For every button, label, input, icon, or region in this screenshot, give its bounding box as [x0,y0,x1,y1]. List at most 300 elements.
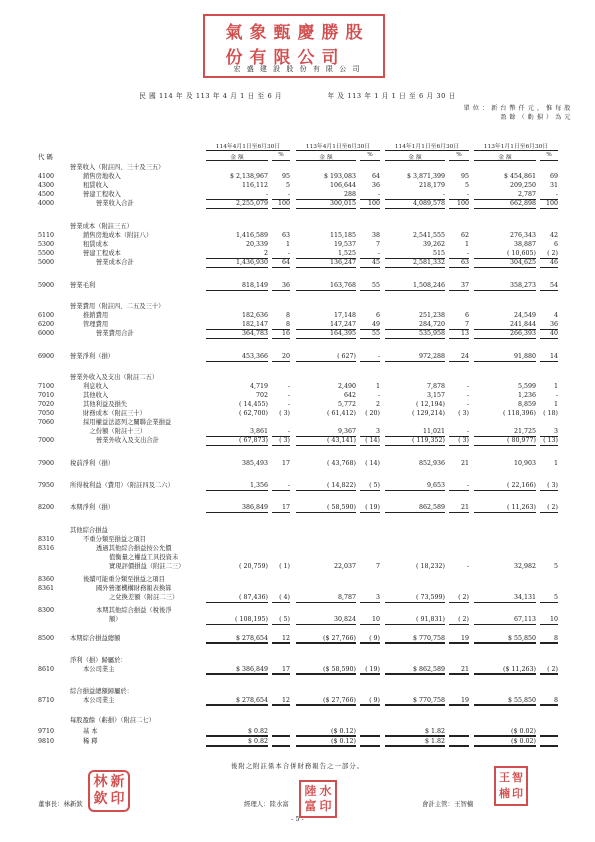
amount-cell: ( 20,759) [239,563,268,570]
row-label: 本期淨利（損） [70,504,115,511]
row-label: 本公司業主 [83,666,115,673]
row-code: 7950 [38,482,55,489]
table-row [0,615,595,624]
row-label: 租賃收入 [83,182,109,189]
manager-signature: 經理人：陸水富 [244,800,289,808]
amount-cell: $ 1.82 [385,737,445,747]
accountant-signature: 會計主管：王智楠 [422,800,474,808]
percent-cell: 36 [371,182,380,189]
row-label: 營業淨利（損） [70,353,115,360]
percent-cell: 21 [449,665,469,675]
manager-seal [299,780,337,818]
row-code: 6200 [38,321,55,328]
table-row [0,181,595,190]
row-label: 採用權益法認列之關聯企業損益 [83,419,172,426]
percent-cell: 7 [375,241,380,248]
percent-cell: 54 [540,281,558,291]
amount-cell: ( 627) [296,352,356,362]
percent-cell: 14 [540,352,558,362]
table-row [0,606,595,615]
pct-header-4: % [546,152,552,158]
row-code: 7020 [38,401,55,408]
percent-cell: 6 [375,312,380,319]
amount-cell: 115,185 [329,232,356,239]
row-code: 7000 [38,437,55,444]
row-label: 利息收入 [83,383,109,390]
amount-cell: 1,508,246 [385,281,445,291]
percent-cell: ( 2) [540,249,558,259]
amount-cell: 182,636 [241,312,268,319]
percent-cell: ( 20) [365,410,380,417]
seal-char: 富 [304,799,317,813]
amount-cell: 182,147 [206,320,268,330]
percent-cell: ( 3) [272,436,290,446]
amount-cell: 17,148 [333,312,356,319]
amount-cell: 1,356 [206,481,268,491]
amount-cell: 386,849 [206,503,268,513]
table-row [0,526,595,535]
amount-cell: 284,720 [385,320,445,330]
amount-cell: 358,273 [474,281,536,291]
row-label: 營業費用（附註四、二五及三十） [70,303,165,310]
percent-cell: 69 [549,173,558,180]
row-label: 後續可能重分類至損益之項目 [83,576,165,583]
page-number: - 5 - [291,815,304,823]
amount-cell: ( 12,194) [416,401,445,408]
table-row [0,737,595,746]
amount-cell: - [385,190,445,200]
amount-cell: ($ 0.02) [474,737,536,747]
percent-cell: - [466,563,469,570]
row-label: 推銷費用 [83,312,109,319]
amount-cell: 24,549 [513,312,536,319]
amount-cell: 147,247 [296,320,356,330]
table-row [0,727,595,736]
amount-cell: 2 [206,249,268,259]
amount-cell: ($ 27,766) [296,634,356,644]
row-label: 財務成本（附註三十） [83,410,146,417]
table-row [0,436,595,445]
amount-cell: 106,644 [329,182,356,189]
percent-cell [272,727,290,737]
amount-cell: ( 119,352) [385,436,445,446]
row-code: 8310 [38,536,55,543]
percent-cell: 20 [272,352,290,362]
amount-cell: $ 770,758 [385,634,445,644]
table-row [0,240,595,249]
row-label: 所得稅利益（費用）（附註四及二六） [70,482,174,489]
percent-cell: 2 [375,401,380,408]
percent-cell: 45 [360,258,380,268]
table-row [0,249,595,258]
amount-cell: 702 [255,392,268,399]
amount-cell: $ 278,654 [206,696,268,706]
row-label: 其他利益及損失 [83,401,128,408]
percent-cell: - [360,249,380,259]
amount-cell: 116,112 [241,182,268,189]
table-row [0,553,595,562]
table-row [0,352,595,361]
amount-cell: ($ 58,590) [296,665,356,675]
amount-cell: 251,238 [418,312,445,319]
amount-cell: ( 14,822) [296,481,356,491]
percent-cell [540,727,558,737]
amount-cell: ( 43,141) [296,436,356,446]
percent-cell [449,737,469,747]
percent-cell: 12 [272,696,290,706]
row-label: 淨利（損）歸屬於： [70,657,127,664]
amount-cell: ( 118,396) [503,410,536,417]
seal-char: 欽 [93,791,108,807]
amount-cell: ( 73,599) [385,593,445,603]
seal-char: 股 [345,23,363,43]
amount-cell: ( 58,590) [296,503,356,513]
amount-cell: 34,131 [474,593,536,603]
percent-cell: 1 [553,401,558,408]
row-code: 4100 [38,173,55,180]
seal-char: 份 [225,48,243,68]
amount-cell: ( 129,214) [412,410,445,417]
column-header-3: 114年1月1日至6月30日 [394,144,460,150]
seal-char: 林 [93,774,108,790]
percent-cell: 100 [449,199,469,209]
amount-cell: 8,787 [296,593,356,603]
amount-cell: 4,089,578 [385,199,445,209]
percent-cell: 8 [540,696,558,706]
percent-cell: ( 9) [360,696,380,706]
amount-cell: ($ 0.12) [296,737,356,747]
percent-cell: 7 [449,320,469,330]
amount-cell: ( 62,700) [239,410,268,417]
seal-char: 印 [319,799,332,813]
table-row [0,409,595,418]
amount-cell: 5,772 [337,401,356,408]
row-label: 綜合損益總額歸屬於： [70,688,133,695]
column-header-4: 113年1月1日至6月30日 [483,144,549,150]
percent-cell: 100 [272,199,290,209]
percent-cell: 1 [553,460,558,467]
table-row [0,258,595,267]
row-code: 5500 [38,250,55,257]
percent-cell: 21 [449,503,469,513]
percent-cell: 19 [449,696,469,706]
amount-cell: 3,157 [426,392,445,399]
table-row [0,222,595,231]
percent-cell: 1 [375,383,380,390]
seal-char: 王 [499,771,510,784]
row-label: 額） [109,616,122,623]
percent-cell: - [272,427,290,437]
table-row [0,696,595,705]
seal-char: 限 [273,48,291,68]
percent-cell: - [466,392,469,399]
amount-cell: 515 [385,249,445,259]
amount-cell: 9,367 [296,427,356,437]
amount-cell: ( 18,232) [416,563,445,570]
table-row [0,190,595,199]
row-label: 基 本 [83,728,98,735]
table-row [0,544,595,553]
amount-cell: 304,625 [474,258,536,268]
percent-cell [360,727,380,737]
percent-cell: 5 [464,182,469,189]
amount-cell: ( 10,605) [474,249,536,259]
amount-cell: 209,250 [509,182,536,189]
percent-cell [449,727,469,737]
amount-cell: 385,493 [241,460,268,467]
percent-cell [272,737,290,747]
chairman-seal [88,770,130,812]
amount-header-1: 金 額 [230,155,244,161]
amount-cell: 453,366 [206,352,268,362]
percent-cell: ( 3) [279,410,290,417]
amount-cell: ( 108,195) [206,615,268,625]
amount-cell: 163,768 [296,281,356,291]
percent-cell: - [466,401,469,408]
percent-cell: ( 13) [540,436,558,446]
amount-cell: $ 3,871,399 [406,173,445,180]
amount-cell: 662,898 [474,199,536,209]
percent-cell: ( 5) [360,481,380,491]
percent-cell: 95 [281,173,290,180]
percent-cell: ( 2) [540,665,558,675]
percent-cell: - [540,190,558,200]
amount-cell: - [206,190,268,200]
amount-cell: 7,878 [426,383,445,390]
amount-cell: $ 278,654 [206,634,268,644]
table-row [0,373,595,382]
row-label: 透過其他綜合損益按公允價 [96,545,172,552]
amount-header-4: 金 額 [498,155,512,161]
percent-cell: 62 [460,232,469,239]
table-row [0,575,595,584]
row-label: 營業費用合計 [96,330,134,337]
row-label: 本期其他綜合損益（稅後淨 [96,607,172,614]
amount-cell: ( 14,455) [239,401,268,408]
amount-cell: 300,015 [296,199,356,209]
pct-header-1: % [278,152,284,158]
percent-cell: 1 [285,241,290,248]
row-label: 營業外收入及支出（附註二五） [70,374,159,381]
amount-cell: ( 22,166) [474,481,536,491]
amount-cell: 4,719 [249,383,268,390]
table-row [0,593,595,602]
row-label: 國外營運機構財務報表換算 [96,585,172,592]
company-name: 宏 盛 建 設 股 份 有 限 公 司 [233,65,362,73]
amount-cell: 2,541,555 [412,232,445,239]
amount-cell: 91,880 [474,352,536,362]
row-label: 其他收入 [83,392,109,399]
percent-cell: 16 [272,329,290,339]
unit-note: 單 位 ： 新 台 幣 仟 元 ， 惟 每 股 盈 餘 （ 虧 損 ） 為 元 [463,105,571,121]
percent-cell: - [287,401,290,408]
table-row [0,281,595,290]
seal-char: 楠 [499,787,510,800]
percent-cell: 38 [371,232,380,239]
percent-cell: 36 [540,320,558,330]
seal-char: 氣 [225,23,243,43]
amount-cell: ( 67,873) [206,436,268,446]
percent-cell: - [449,427,469,437]
percent-cell: - [466,383,469,390]
percent-cell: 5 [540,593,558,603]
seal-char: 新 [110,774,125,790]
table-row [0,535,595,544]
percent-cell [540,737,558,747]
percent-cell: 19 [449,634,469,644]
table-row [0,199,595,208]
amount-cell: 20,339 [245,241,268,248]
percent-cell: - [360,352,380,362]
percent-cell: ( 2) [449,615,469,625]
table-row [0,311,595,320]
row-label: 本期綜合損益總額 [70,635,121,642]
amount-cell: 11,021 [385,427,445,437]
seal-char: 勝 [321,23,339,43]
percent-cell: ( 9) [360,634,380,644]
percent-cell: 37 [449,281,469,291]
seal-char: 有 [249,48,267,68]
amount-cell: $ 770,758 [385,696,445,706]
percent-cell: 36 [272,281,290,291]
row-label: 營業收入（附註四、三十及三五） [70,164,165,171]
amount-cell: 1,525 [296,249,356,259]
table-row [0,459,595,468]
amount-header-2: 金 額 [319,155,333,161]
percent-cell: 8 [540,634,558,644]
table-row [0,382,595,391]
percent-cell: ( 2) [449,593,469,603]
percent-cell: - [272,190,290,200]
amount-cell: 21,725 [474,427,536,437]
percent-cell: 7 [375,563,380,570]
table-row [0,503,595,512]
row-code: 8300 [38,607,55,614]
table-row [0,634,595,643]
row-code: 8500 [38,635,55,642]
percent-cell: ( 1) [279,563,290,570]
seal-char: 公 [297,48,315,68]
amount-cell: 39,262 [422,241,445,248]
table-row [0,562,595,571]
pct-header-2: % [367,152,373,158]
percent-cell: 13 [449,329,469,339]
amount-cell: ( 43,768) [327,460,356,467]
percent-cell: 3 [540,427,558,437]
table-row [0,391,595,400]
amount-cell: 67,113 [474,615,536,625]
percent-cell: 55 [360,281,380,291]
percent-cell: 63 [281,232,290,239]
row-code: 5300 [38,241,55,248]
percent-cell: 3 [360,427,380,437]
seal-char: 象 [249,23,267,43]
amount-cell: ($ 0.12) [296,727,356,737]
amount-cell: 32,982 [513,563,536,570]
table-row [0,172,595,181]
amount-cell: 288 [296,190,356,200]
row-label: 之份額（附註十三） [89,428,147,435]
row-label: 營業外收入及支出合計 [96,437,159,444]
amount-cell: 136,247 [296,258,356,268]
percent-cell: 6 [553,241,558,248]
seal-char: 智 [512,771,523,784]
percent-cell: ( 19) [360,665,380,675]
row-label: 管理費用 [83,321,109,328]
percent-cell: 5 [553,563,558,570]
percent-cell: ( 4) [272,593,290,603]
row-code: 9810 [38,738,55,745]
row-code: 7060 [38,419,55,426]
percent-cell: - [555,392,558,399]
seal-char: 司 [321,48,339,68]
row-code: 8361 [38,585,55,592]
row-label: 不重分類至損益之項目 [83,536,146,543]
amount-cell: ( 11,263) [474,503,536,513]
row-code: 5000 [38,259,55,266]
row-label: 稀 釋 [83,738,98,745]
table-row [0,665,595,674]
percent-cell: 1 [464,241,469,248]
amount-cell: 642 [343,392,356,399]
amount-cell: $ 55,850 [474,696,536,706]
percent-cell: ( 14) [360,436,380,446]
row-code: 4000 [38,200,55,207]
row-label: 之兌換差額（附註二三） [109,594,179,601]
percent-cell: - [287,383,290,390]
percent-cell: 8 [272,320,290,330]
amount-cell: ($ 0.02) [474,727,536,737]
amount-cell: 2,581,332 [385,258,445,268]
row-label: 其他綜合損益 [70,527,108,534]
amount-cell: ( 80,977) [474,436,536,446]
percent-cell: 12 [272,634,290,644]
row-label: 銷售房地收入 [83,173,121,180]
row-label: 營業收入合計 [96,200,134,207]
percent-cell: ( 3) [449,436,469,446]
amount-cell: 241,844 [474,320,536,330]
seal-char: 水 [319,784,332,798]
amount-cell: 862,589 [385,503,445,513]
row-label: 銷售房地成本（附註八） [83,232,153,239]
row-label: 營業毛利 [70,282,96,289]
amount-cell: $ 1.82 [385,727,445,737]
row-label: 營業成本（附註三五） [70,223,133,230]
amount-cell: $ 0.82 [206,737,268,747]
percent-cell: - [449,190,469,200]
amount-cell: $ 55,850 [474,634,536,644]
table-row [0,427,595,436]
amount-cell: 164,395 [296,329,356,339]
percent-cell: 17 [272,665,290,675]
row-code: 6000 [38,330,55,337]
percent-cell: - [360,190,380,200]
amount-cell: ( 61,412) [327,410,356,417]
amount-cell: $ 386,849 [206,665,268,675]
seal-char: 甄 [273,23,291,43]
percent-cell: - [449,249,469,259]
amount-cell: $ 862,589 [385,665,445,675]
percent-cell: - [272,481,290,491]
pct-header-3: % [456,152,462,158]
table-row [0,302,595,311]
amount-cell: ( 87,436) [206,593,268,603]
seal-char: 印 [512,787,523,800]
table-row [0,329,595,338]
percent-cell: - [287,392,290,399]
table-row [0,231,595,240]
row-code: 5110 [38,232,55,239]
